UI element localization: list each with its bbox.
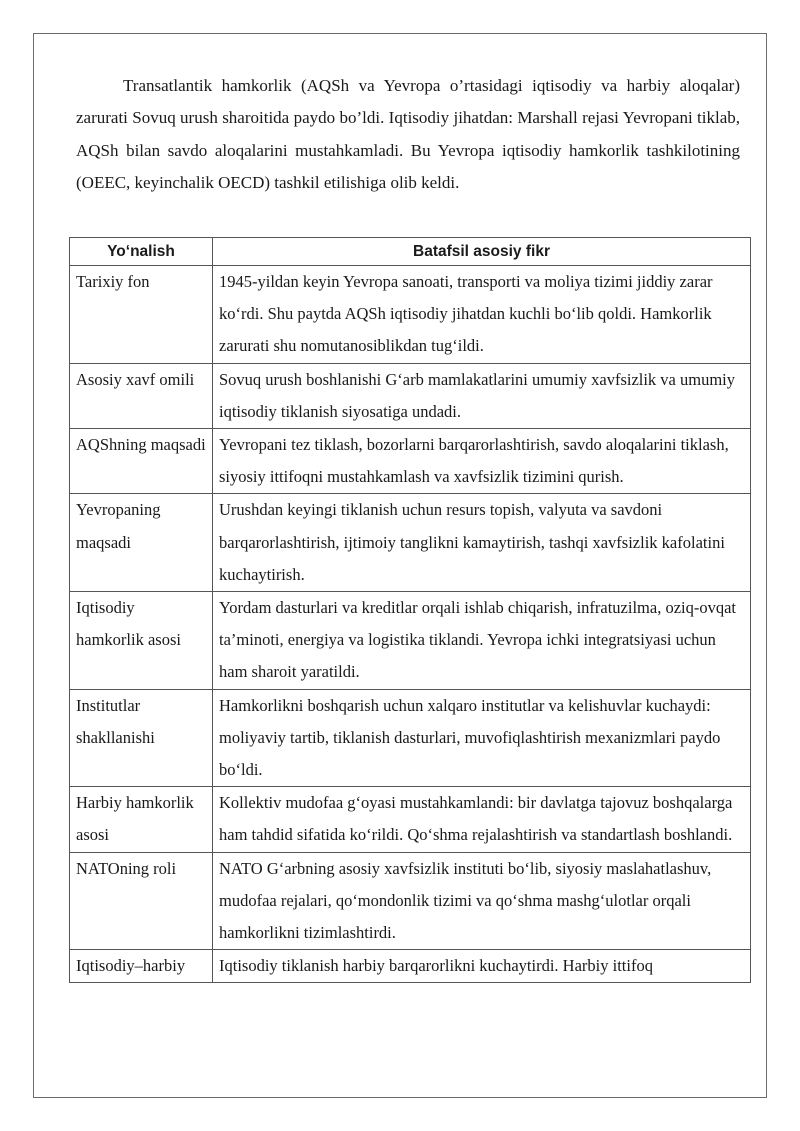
column-header-detail: Batafsil asosiy fikr	[213, 238, 751, 266]
row-detail-cell: Iqtisodiy tiklanish harbiy barqarorlikni kuchaytirdi. Harbiy ittifoq	[213, 950, 751, 983]
row-direction-cell: AQShning maqsadi	[70, 429, 213, 494]
row-detail-cell: Yordam dasturlari va kreditlar orqali ishlab chiqarish, infratuzilma, oziq-ovqat ta’minoti, energiya va logistika tiklandi. Yevropa ichki integratsiyasi uchun ham sharoit yaratildi.	[213, 592, 751, 690]
row-direction-cell: Harbiy hamkorlik asosi	[70, 787, 213, 852]
column-header-direction: Yo‘nalish	[70, 238, 213, 266]
row-detail-cell: 1945-yildan keyin Yevropa sanoati, transporti va moliya tizimi jiddiy zarar ko‘rdi. Shu paytda AQSh iqtisodiy jihatdan kuchli bo‘lib qoldi. Hamkorlik zarurati shu nomutanosiblikdan tug‘ildi.	[213, 266, 751, 364]
row-detail-cell: Kollektiv mudofaa g‘oyasi mustahkamlandi: bir davlatga tajovuz boshqalarga ham tahdid sifatida ko‘rildi. Qo‘shma rejalashtirish va standartlash boshlandi.	[213, 787, 751, 852]
table-header-row	[70, 238, 751, 266]
table-row	[70, 494, 751, 592]
row-direction-cell: Yevropaning maqsadi	[70, 494, 213, 592]
row-direction-cell: Iqtisodiy–harbiy	[70, 950, 213, 983]
directions-table	[69, 237, 751, 983]
table-row	[70, 689, 751, 787]
row-direction-cell: Asosiy xavf omili	[70, 363, 213, 428]
row-detail-cell: Yevropani tez tiklash, bozorlarni barqarorlashtirish, savdo aloqalarini tiklash, siyosiy ittifoqni mustahkamlash va xavfsizlik tizimini qurish.	[213, 429, 751, 494]
table-row	[70, 592, 751, 690]
intro-paragraph: Transatlantik hamkorlik (AQSh va Yevropa o’rtasidagi iqtisodiy va harbiy aloqalar) zarurati Sovuq urush sharoitida paydo bo’ldi. Iqtisodiy jihatdan: Marshall rejasi Yevropani tiklab, AQSh bilan savdo aloqalarini mustahkamladi. Bu Yevropa iqtisodiy hamkorlik tashkilotining (OEEC, keyinchalik OECD) tashkil etilishiga olib keldi.	[76, 76, 740, 193]
row-direction-cell: Institutlar shakllanishi	[70, 689, 213, 787]
row-direction-cell: NATOning roli	[70, 852, 213, 950]
table-row	[70, 852, 751, 950]
table-row	[70, 950, 751, 983]
row-detail-cell: Sovuq urush boshlanishi G‘arb mamlakatlarini umumiy xavfsizlik va umumiy iqtisodiy tiklanish siyosatiga undadi.	[213, 363, 751, 428]
table-row	[70, 429, 751, 494]
table-row	[70, 266, 751, 364]
row-detail-cell: NATO G‘arbning asosiy xavfsizlik instituti bo‘lib, siyosiy maslahatlashuv, mudofaa rejalari, qo‘mondonlik tizimi va qo‘shma mashg‘ulotlar orqali hamkorlikni tizimlashtirdi.	[213, 852, 751, 950]
row-detail-cell: Urushdan keyingi tiklanish uchun resurs topish, valyuta va savdoni barqarorlashtirish, ijtimoiy tanglikni kamaytirish, tashqi xavfsizlik kafolatini kuchaytirish.	[213, 494, 751, 592]
row-direction-cell: Iqtisodiy hamkorlik asosi	[70, 592, 213, 690]
row-detail-cell: Hamkorlikni boshqarish uchun xalqaro institutlar va kelishuvlar kuchaydi: moliyaviy tartib, tiklanish dasturlari, muvofiqlashtirish mexanizmlari paydo bo‘ldi.	[213, 689, 751, 787]
table-row	[70, 363, 751, 428]
row-direction-cell: Tarixiy fon	[70, 266, 213, 364]
table-row	[70, 787, 751, 852]
